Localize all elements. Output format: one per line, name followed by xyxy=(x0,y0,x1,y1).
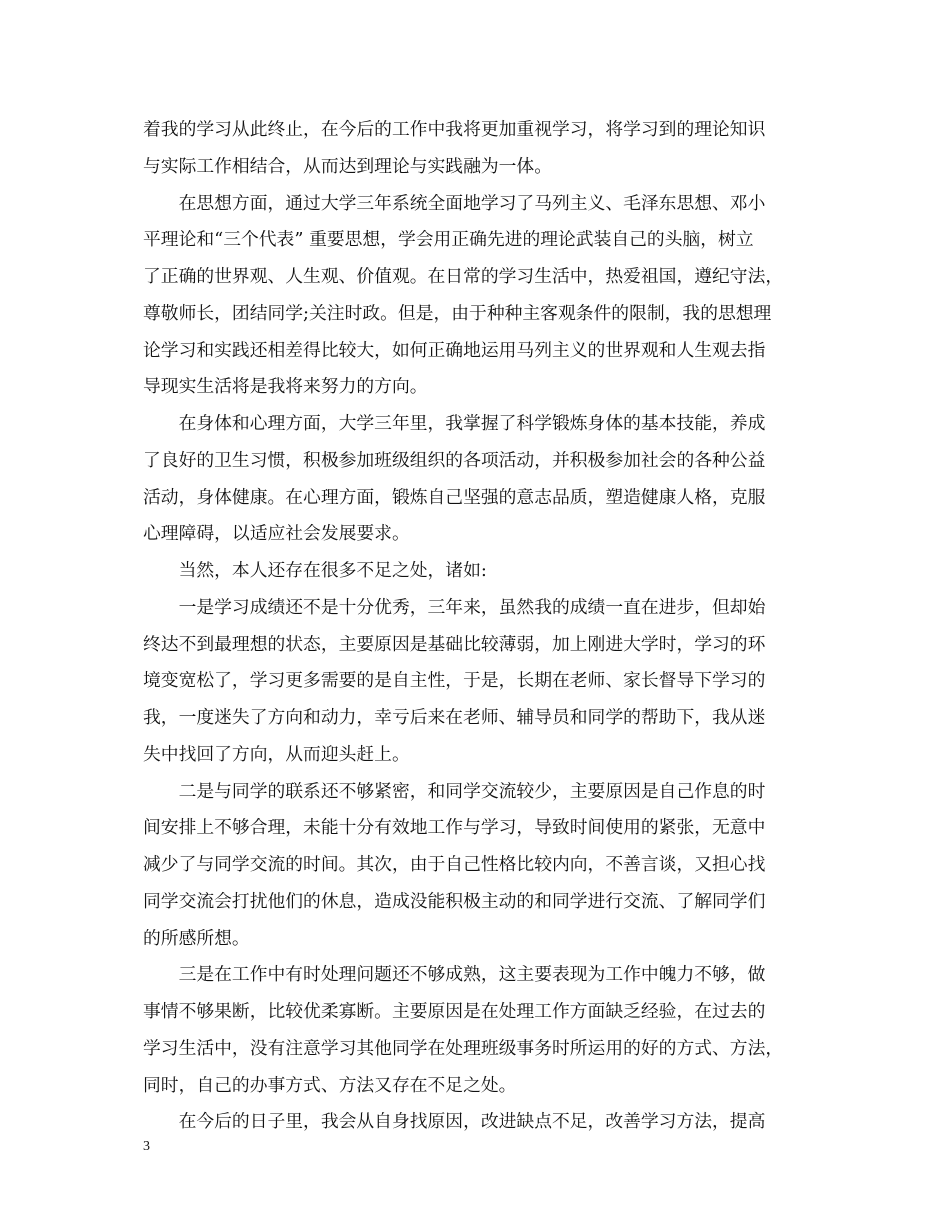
text-line: 了良好的卫生习惯，积极参加班级组织的各项活动，并积极参加社会的各种公益 xyxy=(143,449,766,471)
text-line: 当然，本人还存在很多不足之处，诸如: xyxy=(143,560,487,581)
text-line: 论学习和实践还相差得比较大，如何正确地运用马列主义的世界观和人生观去指 xyxy=(143,339,766,361)
text-line: 了正确的世界观、人生观、价值观。在日常的学习生活中，热爱祖国，遵纪守法， xyxy=(143,266,784,287)
text-line: 二是与同学的联系还不够紧密，和同学交流较少，主要原因是自己作息的时 xyxy=(143,780,766,802)
text-line: 一是学习成绩还不是十分优秀，三年来，虽然我的成绩一直在进步，但却始 xyxy=(143,596,766,618)
text-line: 与实际工作相结合，从而达到理论与实践融为一体。 xyxy=(143,155,552,177)
text-line: 的所感所想。 xyxy=(143,927,250,949)
text-line: 事情不够果断，比较优柔寡断。主要原因是在处理工作方面缺乏经验，在过去的 xyxy=(143,1001,766,1022)
text-line: 活动，身体健康。在心理方面，锻炼自己坚强的意志品质，塑造健康人格，克服 xyxy=(143,486,766,508)
text-line: 同学交流会打扰他们的休息，造成没能积极主动的和同学进行交流、了解同学们 xyxy=(143,890,766,912)
text-line: 同时，自己的办事方式、方法又存在不足之处。 xyxy=(143,1074,517,1096)
text-line: 尊敬师长，团结同学;关注时政。但是，由于种种主客观条件的限制，我的思想理 xyxy=(143,302,772,324)
text-line: 境变宽松了，学习更多需要的是自主性，于是，长期在老师、家长督导下学习的 xyxy=(143,670,766,692)
text-line: 减少了与同学交流的时间。其次，由于自己性格比较内向，不善言谈，又担心找 xyxy=(143,854,766,875)
text-line: 在身体和心理方面，大学三年里，我掌握了科学锻炼身体的基本技能，养成 xyxy=(143,413,766,434)
text-line: 我，一度迷失了方向和动力，幸亏后来在老师、辅导员和同学的帮助下，我从迷 xyxy=(143,707,766,728)
text-line: 三是在工作中有时处理问题还不够成熟，这主要表现为工作中魄力不够，做 xyxy=(143,964,766,986)
page-number: 3 xyxy=(143,1139,150,1154)
text-line: 失中找回了方向，从而迎头赶上。 xyxy=(143,743,410,765)
text-line: 导现实生活将是我将来努力的方向。 xyxy=(143,376,428,398)
text-line: 终达不到最理想的状态，主要原因是基础比较薄弱，加上刚进大学时，学习的环 xyxy=(143,633,766,655)
text-line: 间安排上不够合理，未能十分有效地工作与学习，导致时间使用的紧张，无意中 xyxy=(143,817,766,839)
text-line: 平理论和“三个代表” 重要思想，学会用正确先进的理论武装自己的头脑，树立 xyxy=(143,229,754,251)
text-line: 学习生活中，没有注意学习其他同学在处理班级事务时所运用的好的方式、方法， xyxy=(143,1037,784,1059)
body-text xyxy=(143,112,807,1141)
text-line: 在今后的日子里，我会从自身找原因，改进缺点不足，改善学习方法，提高 xyxy=(143,1111,766,1133)
text-line: 着我的学习从此终止，在今后的工作中我将更加重视学习，将学习到的理论知识 xyxy=(143,119,766,140)
text-line: 心理障碍，以适应社会发展要求。 xyxy=(143,523,410,545)
text-line: 在思想方面，通过大学三年系统全面地学习了马列主义、毛泽东思想、邓小 xyxy=(143,192,766,214)
